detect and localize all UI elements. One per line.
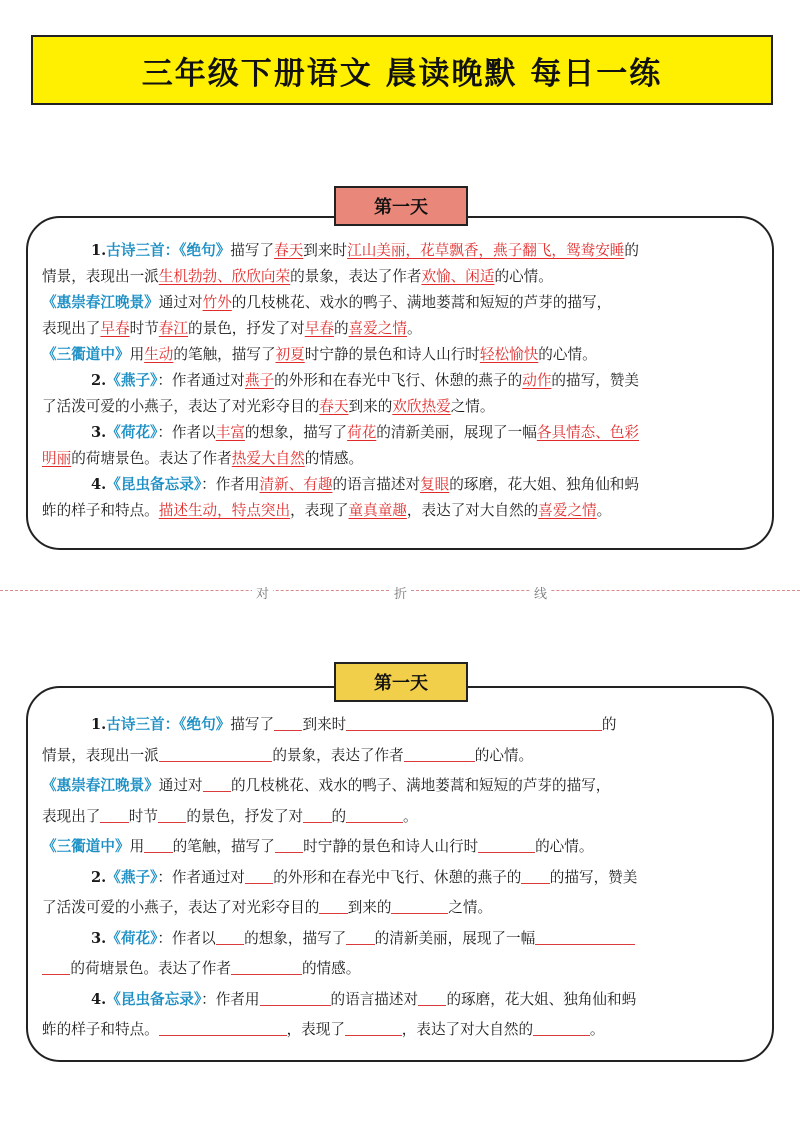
fill-in-blank[interactable]: [346, 806, 403, 823]
answer-card: [26, 216, 774, 550]
body-text: 通过对: [158, 777, 203, 794]
fold-label: 对: [252, 583, 273, 602]
body-text: 的语言描述对: [330, 990, 419, 1008]
body-text: 时宁静的景色和诗人山行时: [304, 346, 480, 363]
body-text: 情景，表现出一派: [42, 746, 159, 764]
body-text: 的情感。: [304, 450, 364, 467]
body-text: 的心情。: [494, 268, 553, 285]
body-text: 的想象，描写了: [244, 929, 347, 947]
text-line: [42, 394, 758, 420]
body-text: 。: [406, 320, 422, 337]
body-text: 的外形和在春光中飞行、休憩的燕子的: [274, 372, 523, 389]
body-text: 的: [601, 716, 617, 733]
body-text: 的荷塘景色。表达了作者: [71, 450, 232, 467]
answer-text: 明丽: [42, 450, 72, 467]
body-text: 用: [129, 346, 145, 363]
answer-text: 各具情态、色彩: [536, 424, 640, 441]
fill-in-blank[interactable]: [144, 836, 172, 853]
fill-in-blank[interactable]: [203, 775, 231, 792]
answer-text: 早春: [304, 320, 334, 337]
lesson-title: 《惠崇春江晚景》: [42, 294, 159, 311]
page-title: 三年级下册语文 晨读晚默 每日一练: [31, 35, 773, 105]
fill-in-blank[interactable]: [303, 806, 331, 823]
body-text: 的: [333, 320, 349, 337]
day-label-answers: 第一天: [334, 186, 468, 226]
body-text: 表现出了: [42, 807, 101, 825]
answer-text: 丰富: [215, 424, 245, 441]
fold-label: 折: [390, 583, 411, 602]
lesson-title: 《荷花》: [106, 424, 158, 441]
body-text: 的语言描述对: [332, 476, 421, 493]
body-text: 蚱的样子和特点。: [42, 502, 159, 519]
text-line: [42, 863, 758, 894]
text-line: [42, 802, 758, 833]
fill-in-blank[interactable]: [319, 897, 347, 914]
body-text: 之情。: [450, 398, 495, 415]
fill-in-blank[interactable]: [274, 714, 302, 731]
body-text: 的外形和在春光中飞行、休憩的燕子的: [273, 868, 522, 886]
body-text: 时节: [129, 320, 159, 337]
text-line: [42, 771, 758, 802]
answer-lines: [42, 238, 758, 524]
body-text: ：作者以: [157, 424, 216, 441]
fill-in-blank[interactable]: [391, 897, 448, 914]
body-text: 了活泼可爱的小燕子，表达了对光彩夺目的: [42, 398, 320, 415]
lesson-title: 《昆虫备忘录》: [106, 476, 202, 493]
fill-in-blank[interactable]: [216, 928, 244, 945]
body-text: 描写了: [230, 716, 275, 733]
item-number: 1.: [91, 242, 107, 259]
text-line: [42, 985, 758, 1016]
item-number: 4.: [91, 476, 107, 493]
fill-in-blank[interactable]: [478, 836, 535, 853]
body-text: ，表现了: [290, 502, 349, 519]
body-text: 的景色，抒发了对: [188, 320, 305, 337]
text-line: [42, 264, 758, 290]
body-text: ，表现了: [286, 1021, 345, 1038]
body-text: 的: [624, 242, 639, 259]
lesson-title: 《燕子》: [106, 372, 158, 389]
text-line: [42, 472, 758, 498]
text-line: [42, 832, 758, 863]
body-text: ：作者通过对: [157, 868, 245, 886]
day-label-exercise: 第一天: [334, 662, 468, 702]
answer-text: 清新、有趣: [259, 476, 333, 493]
text-line: [42, 954, 758, 985]
body-text: 的描写，赞美: [549, 868, 638, 886]
text-line: [42, 290, 758, 316]
body-text: 的几枝桃花、戏水的鸭子、满地蒌蒿和短短的芦芽的描写，: [231, 294, 612, 311]
item-number: 4.: [91, 990, 107, 1008]
body-text: 的: [331, 807, 347, 825]
answer-text: 喜爱之情: [348, 320, 407, 337]
text-line: [42, 710, 758, 741]
item-number: 3.: [91, 424, 107, 441]
answer-text: 动作: [522, 372, 552, 389]
fill-in-blank[interactable]: [404, 745, 475, 762]
body-text: 的景色，抒发了对: [186, 807, 304, 825]
text-line: [42, 342, 758, 368]
body-text: 之情。: [448, 899, 493, 916]
body-text: 时节: [128, 807, 158, 825]
body-text: ：作者用: [201, 990, 260, 1008]
fill-in-blank[interactable]: [521, 867, 549, 884]
lesson-title: 古诗三首：《绝句》: [106, 716, 231, 733]
answer-text: 生机勃勃、欣欣向荣: [158, 268, 291, 285]
body-text: 。: [589, 1021, 605, 1038]
body-text: 的琢磨，花大姐、独角仙和蚂: [449, 476, 639, 493]
text-line: [42, 498, 758, 524]
body-text: 到来的: [347, 899, 392, 916]
text-line: [42, 238, 758, 264]
fill-in-blank[interactable]: [346, 928, 374, 945]
text-line: [42, 924, 758, 955]
body-text: ，表达了对大自然的: [401, 1021, 534, 1038]
fill-in-blank[interactable]: [260, 989, 331, 1006]
fill-in-blank[interactable]: [345, 1019, 402, 1036]
item-number: 2.: [91, 372, 107, 389]
body-text: 到来时: [303, 242, 348, 259]
body-text: 的几枝桃花、戏水的鸭子、满地蒌蒿和短短的芦芽的描写，: [230, 777, 611, 794]
answer-text: 生动: [144, 346, 174, 363]
body-text: 的心情。: [538, 346, 597, 363]
body-text: 情景，表现出一派: [42, 268, 159, 285]
body-text: 通过对: [158, 294, 203, 311]
lesson-title: 《燕子》: [106, 868, 158, 886]
fill-in-blank[interactable]: [535, 928, 634, 945]
text-line: [42, 316, 758, 342]
answer-text: 热爱大自然: [231, 450, 305, 467]
body-text: 的心情。: [474, 746, 534, 764]
fill-in-blank[interactable]: [231, 958, 302, 975]
answer-text: 竹外: [202, 294, 232, 311]
item-number: 3.: [91, 929, 107, 947]
text-line: [42, 446, 758, 472]
body-text: 到来的: [348, 398, 393, 415]
lesson-title: 《三衢道中》: [42, 838, 130, 855]
body-text: 的笔触，描写了: [172, 838, 275, 855]
answer-text: 荷花: [347, 424, 377, 441]
answer-text: 春天: [319, 398, 349, 415]
lesson-title: 《三衢道中》: [42, 346, 130, 363]
answer-text: 复眼: [420, 476, 450, 493]
text-line: [42, 741, 758, 772]
answer-text: 童真童趣: [348, 502, 407, 519]
body-text: 的描写，赞美: [551, 372, 639, 389]
text-line: [42, 1015, 758, 1046]
fill-in-blank[interactable]: [159, 745, 273, 762]
fold-label: 线: [530, 583, 551, 602]
fill-in-blank[interactable]: [418, 989, 446, 1006]
fill-in-blank[interactable]: [159, 1019, 287, 1036]
answer-text: 春天: [274, 242, 304, 259]
text-line: [42, 368, 758, 394]
answer-text: 初夏: [275, 346, 305, 363]
body-text: 了活泼可爱的小燕子，表达了对光彩夺目的: [42, 899, 320, 916]
body-text: 时宁静的景色和诗人山行时: [303, 838, 479, 855]
body-text: 描写了: [230, 242, 275, 259]
body-text: 。: [402, 807, 418, 825]
fill-in-blank[interactable]: [158, 806, 186, 823]
fill-in-blank[interactable]: [275, 836, 303, 853]
body-text: 的心情。: [535, 838, 594, 855]
answer-text: 燕子: [244, 372, 275, 389]
lesson-title: 《荷花》: [106, 929, 158, 947]
body-text: ：作者以: [157, 929, 216, 947]
body-text: 的笔触，描写了: [173, 346, 276, 363]
body-text: 的清新美丽，展现了一幅: [374, 929, 536, 947]
body-text: 的景象，表达了作者: [272, 746, 404, 764]
body-text: ，表达了对大自然的: [406, 502, 539, 519]
exercise-lines: [42, 710, 758, 1046]
body-text: 的情感。: [301, 960, 361, 977]
text-line: [42, 420, 758, 446]
answer-text: 江山美丽，花草飘香，燕子翻飞，鸳鸯安睡: [347, 242, 625, 259]
lesson-title: 《惠崇春江晚景》: [42, 777, 159, 794]
exercise-card: [26, 686, 774, 1062]
answer-text: 描述生动，特点突出: [158, 502, 291, 519]
body-text: ：作者通过对: [157, 372, 245, 389]
body-text: 。: [596, 502, 612, 519]
body-text: 的荷塘景色。表达了作者: [70, 960, 231, 977]
fill-in-blank[interactable]: [42, 958, 70, 975]
body-text: 表现出了: [42, 320, 101, 337]
body-text: 蚱的样子和特点。: [42, 1021, 159, 1038]
answer-text: 轻松愉快: [479, 346, 539, 363]
answer-text: 欢欣热爱: [392, 398, 451, 415]
fill-in-blank[interactable]: [245, 867, 273, 884]
answer-text: 喜爱之情: [538, 502, 597, 519]
answer-text: 早春: [100, 320, 130, 337]
item-number: 2.: [91, 868, 107, 886]
answer-text: 春江: [158, 320, 188, 337]
body-text: ：作者用: [201, 476, 260, 493]
lesson-title: 古诗三首：《绝句》: [106, 242, 231, 259]
body-text: 的琢磨，花大姐、独角仙和蚂: [446, 990, 637, 1008]
fill-in-blank[interactable]: [346, 714, 602, 731]
body-text: 的想象，描写了: [244, 424, 348, 441]
fill-in-blank[interactable]: [533, 1019, 590, 1036]
fill-in-blank[interactable]: [100, 806, 128, 823]
body-text: 到来时: [302, 716, 347, 733]
body-text: 用: [129, 838, 145, 855]
item-number: 1.: [91, 716, 107, 733]
answer-text: 欢愉、闲适: [421, 268, 495, 285]
lesson-title: 《昆虫备忘录》: [106, 990, 202, 1008]
body-text: 的景象，表达了作者: [290, 268, 422, 285]
text-line: [42, 893, 758, 924]
body-text: 的清新美丽，展现了一幅: [376, 424, 537, 441]
